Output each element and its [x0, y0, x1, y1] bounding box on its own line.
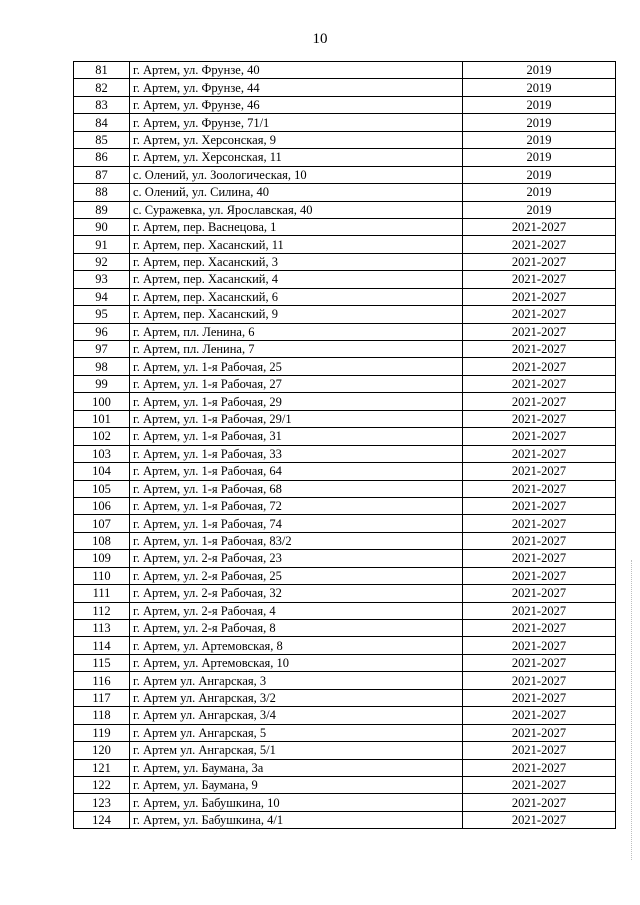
period-cell: 2021-2027 — [463, 550, 616, 567]
period-cell: 2021-2027 — [463, 637, 616, 654]
period-cell: 2021-2027 — [463, 375, 616, 392]
address-cell: г. Артем, ул. 1-я Рабочая, 31 — [130, 428, 463, 445]
table-row — [74, 62, 616, 79]
table-row — [74, 602, 616, 619]
table-row — [74, 114, 616, 131]
table-row — [74, 96, 616, 113]
period-cell: 2021-2027 — [463, 480, 616, 497]
period-cell: 2021-2027 — [463, 759, 616, 776]
period-cell: 2019 — [463, 96, 616, 113]
period-cell: 2021-2027 — [463, 288, 616, 305]
period-cell: 2021-2027 — [463, 602, 616, 619]
row-number-cell: 116 — [74, 672, 130, 689]
table-row — [74, 480, 616, 497]
table-row — [74, 341, 616, 358]
table-row — [74, 759, 616, 776]
table-row — [74, 375, 616, 392]
period-cell: 2021-2027 — [463, 306, 616, 323]
address-cell: г. Артем, ул. Баумана, 9 — [130, 776, 463, 793]
address-cell: г. Артем, ул. 1-я Рабочая, 33 — [130, 445, 463, 462]
table-row — [74, 707, 616, 724]
row-number-cell: 120 — [74, 742, 130, 759]
address-cell: г. Артем, ул. 1-я Рабочая, 25 — [130, 358, 463, 375]
address-cell: г. Артем, ул. 2-я Рабочая, 8 — [130, 620, 463, 637]
table-row — [74, 811, 616, 828]
table-row — [74, 79, 616, 96]
row-number-cell: 93 — [74, 271, 130, 288]
row-number-cell: 87 — [74, 166, 130, 183]
table-row — [74, 323, 616, 340]
row-number-cell: 107 — [74, 515, 130, 532]
address-cell: г. Артем, пер. Хасанский, 6 — [130, 288, 463, 305]
period-cell: 2021-2027 — [463, 532, 616, 549]
address-cell: г. Артем, пл. Ленина, 6 — [130, 323, 463, 340]
address-cell: г. Артем, ул. 1-я Рабочая, 74 — [130, 515, 463, 532]
table-row — [74, 637, 616, 654]
address-cell: г. Артем, ул. Херсонская, 9 — [130, 131, 463, 148]
row-number-cell: 81 — [74, 62, 130, 79]
address-cell: г. Артем, ул. Артемовская, 10 — [130, 654, 463, 671]
address-cell: г. Артем, пер. Васнецова, 1 — [130, 218, 463, 235]
period-cell: 2021-2027 — [463, 341, 616, 358]
address-cell: г. Артем ул. Ангарская, 3/4 — [130, 707, 463, 724]
period-cell: 2019 — [463, 114, 616, 131]
page-number: 10 — [312, 31, 328, 47]
address-cell: г. Артем, ул. 2-я Рабочая, 25 — [130, 567, 463, 584]
row-number-cell: 104 — [74, 463, 130, 480]
period-cell: 2021-2027 — [463, 428, 616, 445]
address-cell: г. Артем, ул. 1-я Рабочая, 72 — [130, 497, 463, 514]
table-row — [74, 742, 616, 759]
period-cell: 2019 — [463, 166, 616, 183]
row-number-cell: 102 — [74, 428, 130, 445]
address-cell: г. Артем ул. Ангарская, 3 — [130, 672, 463, 689]
address-cell: г. Артем, пер. Хасанский, 11 — [130, 236, 463, 253]
address-cell: г. Артем, ул. Баумана, 3а — [130, 759, 463, 776]
table-row — [74, 393, 616, 410]
table-body — [74, 62, 616, 829]
row-number-cell: 123 — [74, 794, 130, 811]
table-row — [74, 776, 616, 793]
table-row — [74, 271, 616, 288]
row-number-cell: 82 — [74, 79, 130, 96]
period-cell: 2019 — [463, 131, 616, 148]
period-cell: 2019 — [463, 62, 616, 79]
row-number-cell: 94 — [74, 288, 130, 305]
period-cell: 2021-2027 — [463, 724, 616, 741]
period-cell: 2021-2027 — [463, 410, 616, 427]
scan-edge-artifact — [631, 560, 633, 860]
period-cell: 2021-2027 — [463, 253, 616, 270]
table-row — [74, 620, 616, 637]
row-number-cell: 98 — [74, 358, 130, 375]
table-row — [74, 497, 616, 514]
address-cell: г. Артем, ул. 2-я Рабочая, 23 — [130, 550, 463, 567]
period-cell: 2021-2027 — [463, 654, 616, 671]
table-row — [74, 794, 616, 811]
row-number-cell: 95 — [74, 306, 130, 323]
row-number-cell: 111 — [74, 585, 130, 602]
address-cell: г. Артем, ул. 1-я Рабочая, 29/1 — [130, 410, 463, 427]
table-row — [74, 567, 616, 584]
period-cell: 2021-2027 — [463, 707, 616, 724]
table-row — [74, 166, 616, 183]
address-cell: г. Артем, пл. Ленина, 7 — [130, 341, 463, 358]
row-number-cell: 110 — [74, 567, 130, 584]
row-number-cell: 100 — [74, 393, 130, 410]
row-number-cell: 113 — [74, 620, 130, 637]
table-row — [74, 428, 616, 445]
period-cell: 2021-2027 — [463, 794, 616, 811]
table-row — [74, 689, 616, 706]
row-number-cell: 103 — [74, 445, 130, 462]
table-row — [74, 654, 616, 671]
row-number-cell: 92 — [74, 253, 130, 270]
address-cell: с. Олений, ул. Силина, 40 — [130, 184, 463, 201]
address-cell: г. Артем, ул. Бабушкина, 10 — [130, 794, 463, 811]
row-number-cell: 106 — [74, 497, 130, 514]
table-row — [74, 218, 616, 235]
row-number-cell: 101 — [74, 410, 130, 427]
period-cell: 2021-2027 — [463, 271, 616, 288]
period-cell: 2021-2027 — [463, 236, 616, 253]
row-number-cell: 114 — [74, 637, 130, 654]
address-cell: г. Артем, пер. Хасанский, 3 — [130, 253, 463, 270]
period-cell: 2019 — [463, 149, 616, 166]
table-row — [74, 358, 616, 375]
row-number-cell: 88 — [74, 184, 130, 201]
address-cell: г. Артем, ул. Бабушкина, 4/1 — [130, 811, 463, 828]
row-number-cell: 86 — [74, 149, 130, 166]
address-cell: г. Артем, пер. Хасанский, 4 — [130, 271, 463, 288]
table-row — [74, 550, 616, 567]
address-cell: г. Артем, ул. 2-я Рабочая, 4 — [130, 602, 463, 619]
address-cell: г. Артем, ул. 1-я Рабочая, 29 — [130, 393, 463, 410]
row-number-cell: 85 — [74, 131, 130, 148]
period-cell: 2021-2027 — [463, 393, 616, 410]
table-row — [74, 672, 616, 689]
table-row — [74, 236, 616, 253]
period-cell: 2021-2027 — [463, 776, 616, 793]
row-number-cell: 89 — [74, 201, 130, 218]
address-cell: г. Артем ул. Ангарская, 3/2 — [130, 689, 463, 706]
row-number-cell: 91 — [74, 236, 130, 253]
table-row — [74, 131, 616, 148]
period-cell: 2021-2027 — [463, 358, 616, 375]
table-row — [74, 445, 616, 462]
period-cell: 2021-2027 — [463, 672, 616, 689]
period-cell: 2021-2027 — [463, 811, 616, 828]
table-row — [74, 149, 616, 166]
address-cell: с. Суражевка, ул. Ярославская, 40 — [130, 201, 463, 218]
address-cell: г. Артем ул. Ангарская, 5 — [130, 724, 463, 741]
period-cell: 2019 — [463, 79, 616, 96]
table-row — [74, 288, 616, 305]
address-cell: г. Артем, ул. 2-я Рабочая, 32 — [130, 585, 463, 602]
table-row — [74, 532, 616, 549]
row-number-cell: 84 — [74, 114, 130, 131]
period-cell: 2021-2027 — [463, 463, 616, 480]
period-cell: 2021-2027 — [463, 515, 616, 532]
table-row — [74, 201, 616, 218]
row-number-cell: 117 — [74, 689, 130, 706]
address-cell: г. Артем, ул. 1-я Рабочая, 68 — [130, 480, 463, 497]
row-number-cell: 97 — [74, 341, 130, 358]
address-registry-table — [73, 61, 616, 829]
row-number-cell: 122 — [74, 776, 130, 793]
row-number-cell: 96 — [74, 323, 130, 340]
row-number-cell: 121 — [74, 759, 130, 776]
period-cell: 2021-2027 — [463, 742, 616, 759]
table-row — [74, 515, 616, 532]
address-cell: г. Артем, ул. Фрунзе, 46 — [130, 96, 463, 113]
table-row — [74, 724, 616, 741]
period-cell: 2021-2027 — [463, 497, 616, 514]
address-cell: г. Артем, ул. 1-я Рабочая, 83/2 — [130, 532, 463, 549]
row-number-cell: 118 — [74, 707, 130, 724]
address-cell: г. Артем, ул. Фрунзе, 40 — [130, 62, 463, 79]
period-cell: 2021-2027 — [463, 585, 616, 602]
period-cell: 2021-2027 — [463, 445, 616, 462]
period-cell: 2019 — [463, 184, 616, 201]
period-cell: 2021-2027 — [463, 567, 616, 584]
table-row — [74, 585, 616, 602]
table-row — [74, 463, 616, 480]
row-number-cell: 105 — [74, 480, 130, 497]
period-cell: 2019 — [463, 201, 616, 218]
address-cell: г. Артем, ул. 1-я Рабочая, 64 — [130, 463, 463, 480]
address-cell: г. Артем, ул. Херсонская, 11 — [130, 149, 463, 166]
row-number-cell: 115 — [74, 654, 130, 671]
row-number-cell: 109 — [74, 550, 130, 567]
address-cell: г. Артем, ул. Артемовская, 8 — [130, 637, 463, 654]
row-number-cell: 119 — [74, 724, 130, 741]
row-number-cell: 108 — [74, 532, 130, 549]
address-cell: г. Артем, пер. Хасанский, 9 — [130, 306, 463, 323]
row-number-cell: 83 — [74, 96, 130, 113]
address-cell: г. Артем, ул. Фрунзе, 44 — [130, 79, 463, 96]
address-cell: г. Артем ул. Ангарская, 5/1 — [130, 742, 463, 759]
period-cell: 2021-2027 — [463, 218, 616, 235]
table-row — [74, 410, 616, 427]
row-number-cell: 124 — [74, 811, 130, 828]
row-number-cell: 99 — [74, 375, 130, 392]
period-cell: 2021-2027 — [463, 620, 616, 637]
period-cell: 2021-2027 — [463, 323, 616, 340]
address-cell: г. Артем, ул. Фрунзе, 71/1 — [130, 114, 463, 131]
table-row — [74, 306, 616, 323]
address-cell: с. Олений, ул. Зоологическая, 10 — [130, 166, 463, 183]
period-cell: 2021-2027 — [463, 689, 616, 706]
table-row — [74, 184, 616, 201]
row-number-cell: 90 — [74, 218, 130, 235]
table-row — [74, 253, 616, 270]
row-number-cell: 112 — [74, 602, 130, 619]
address-cell: г. Артем, ул. 1-я Рабочая, 27 — [130, 375, 463, 392]
